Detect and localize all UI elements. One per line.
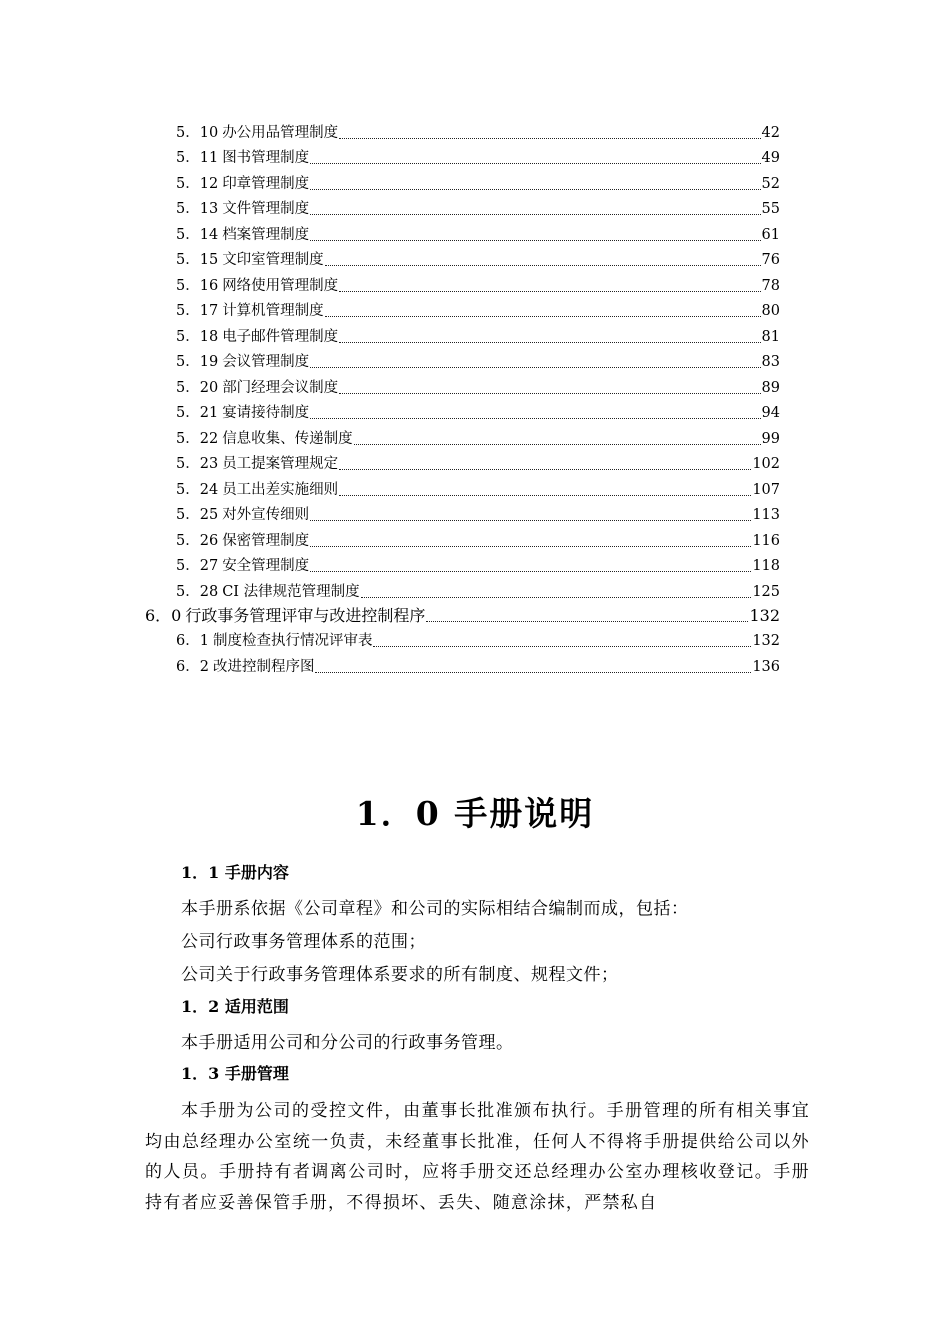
toc-entry[interactable] xyxy=(176,218,780,244)
toc-entry-title: 员工提案管理规定 xyxy=(222,456,339,472)
toc-dot-leader xyxy=(339,332,760,343)
toc-entry-page-number: 78 xyxy=(761,277,780,294)
toc-entry-title: 会议管理制度 xyxy=(222,354,310,370)
toc-dot-leader xyxy=(310,536,751,547)
toc-entry-title: 计算机管理制度 xyxy=(222,303,324,319)
toc-entry-title: 档案管理制度 xyxy=(222,226,310,243)
toc-entry-title: 电子邮件管理制度 xyxy=(222,328,339,345)
toc-dot-leader xyxy=(339,281,760,292)
toc-entry-title: 宴请接待制度 xyxy=(222,405,310,421)
toc-dot-leader xyxy=(339,485,751,496)
toc-dot-leader xyxy=(361,587,752,598)
table-of-contents xyxy=(0,116,950,676)
toc-entry-page-number: 99 xyxy=(761,430,780,447)
toc-entry-title: 文件管理制度 xyxy=(222,201,310,217)
toc-entry[interactable] xyxy=(176,650,780,676)
toc-dot-leader xyxy=(354,434,761,445)
toc-entry-number: 5．10 xyxy=(176,124,219,141)
toc-entry-page-number: 125 xyxy=(752,583,780,600)
toc-entry[interactable] xyxy=(176,575,780,601)
toc-entry-title: 对外宣传细则 xyxy=(222,507,310,523)
toc-dot-leader xyxy=(325,255,761,266)
toc-entry-page-number: 61 xyxy=(761,226,780,243)
toc-entry[interactable] xyxy=(176,371,780,397)
toc-dot-leader xyxy=(310,408,760,419)
content-paragraph-documents: 公司关于行政事务管理体系要求的所有制度、规程文件； xyxy=(181,965,619,985)
toc-entry-title: 网络使用管理制度 xyxy=(222,277,339,294)
toc-entry-page-number: 81 xyxy=(761,328,780,345)
toc-entry-page-number: 113 xyxy=(752,507,780,523)
toc-entry-page-number: 132 xyxy=(752,633,780,649)
toc-entry-title: 行政事务管理评审与改进控制程序 xyxy=(185,605,426,625)
toc-dot-leader xyxy=(339,383,760,394)
toc-entry-title: 保密管理制度 xyxy=(222,532,310,549)
toc-entry-page-number: 89 xyxy=(761,379,780,396)
toc-entry-page-number: 83 xyxy=(761,354,780,370)
toc-entry[interactable] xyxy=(176,320,780,346)
section-heading-content: 1．1 手册内容 xyxy=(181,863,289,882)
toc-entry-page-number: 42 xyxy=(761,124,780,141)
toc-dot-leader xyxy=(315,662,751,673)
toc-dot-leader xyxy=(310,179,760,190)
toc-entry-number: 5．23 xyxy=(176,456,219,472)
toc-entry-number: 5．19 xyxy=(176,354,219,370)
toc-entry-title: 文印室管理制度 xyxy=(222,252,324,268)
toc-entry-page-number: 55 xyxy=(761,201,780,217)
toc-entry[interactable] xyxy=(176,142,780,168)
toc-entry-number: 5．25 xyxy=(176,507,219,523)
toc-entry-number: 5．12 xyxy=(176,175,219,192)
toc-entry-number: 5．15 xyxy=(176,252,219,268)
toc-entry-page-number: 118 xyxy=(752,558,780,574)
toc-entry-number: 5．24 xyxy=(176,481,219,498)
toc-entry-number: 5．20 xyxy=(176,379,219,396)
toc-entry[interactable] xyxy=(176,244,780,270)
toc-entry-title: 信息收集、传递制度 xyxy=(222,430,353,447)
toc-entry-title: 员工出差实施细则 xyxy=(222,481,339,498)
toc-dot-leader xyxy=(310,357,760,368)
toc-entry-number: 5．13 xyxy=(176,201,219,217)
toc-dot-leader xyxy=(339,459,751,470)
toc-entry-number: 5．18 xyxy=(176,328,219,345)
section-heading-applicability: 1．2 适用范围 xyxy=(181,997,289,1016)
toc-entry[interactable] xyxy=(176,524,780,550)
toc-entry-number: 5．26 xyxy=(176,532,219,549)
toc-entry-page-number: 76 xyxy=(761,252,780,268)
toc-entry[interactable] xyxy=(176,397,780,423)
toc-entry[interactable] xyxy=(176,550,780,576)
toc-entry-page-number: 107 xyxy=(752,481,780,498)
content-paragraph-intro: 本手册系依据《公司章程》和公司的实际相结合编制而成，包括： xyxy=(181,899,689,919)
toc-dot-leader xyxy=(310,561,751,572)
toc-entry[interactable] xyxy=(145,601,780,625)
toc-entry[interactable] xyxy=(176,193,780,219)
toc-entry-page-number: 132 xyxy=(749,605,780,625)
toc-entry-page-number: 116 xyxy=(752,532,780,549)
toc-entry-page-number: 136 xyxy=(752,658,780,675)
toc-entry[interactable] xyxy=(176,625,780,651)
toc-entry[interactable] xyxy=(176,448,780,474)
applicability-paragraph: 本手册适用公司和分公司的行政事务管理。 xyxy=(181,1033,514,1053)
toc-dot-leader xyxy=(325,306,761,317)
toc-dot-leader xyxy=(339,128,760,139)
toc-entry-number: 5．22 xyxy=(176,430,219,447)
content-paragraph-scope: 公司行政事务管理体系的范围； xyxy=(181,932,426,952)
toc-entry-number: 6．1 xyxy=(176,633,209,649)
toc-entry[interactable] xyxy=(176,269,780,295)
toc-dot-leader xyxy=(310,153,760,164)
toc-entry-number: 5．17 xyxy=(176,303,219,319)
toc-entry-title: 安全管理制度 xyxy=(222,558,310,574)
toc-entry-number: 5．28 xyxy=(176,583,219,600)
toc-entry-number: 6．2 xyxy=(176,658,209,675)
toc-entry-page-number: 102 xyxy=(752,456,780,472)
toc-entry-title: 部门经理会议制度 xyxy=(222,379,339,396)
toc-entry[interactable] xyxy=(176,116,780,142)
chapter-title: 1．0 手册说明 xyxy=(355,794,595,833)
toc-dot-leader xyxy=(426,611,748,622)
toc-entry[interactable] xyxy=(176,167,780,193)
toc-entry-title: 制度检查执行情况评审表 xyxy=(212,633,373,649)
toc-entry-number: 5．14 xyxy=(176,226,219,243)
toc-dot-leader xyxy=(310,230,760,241)
toc-entry-number: 5．27 xyxy=(176,558,219,574)
management-paragraph: 本手册为公司的受控文件，由董事长批准颁布执行。手册管理的所有相关事宜均由总经理办公室统一负责，未经董事长批准，任何人不得将手册提供给公司以外的人员。手册持有者调离公司时，应将手册交还总经理办公室办理核收登记。手册持有者应妥善保管手册，不得损坏、丢失、随意涂抹，严禁私自 xyxy=(145,1101,810,1213)
toc-entry[interactable] xyxy=(176,346,780,372)
toc-entry-page-number: 52 xyxy=(761,175,780,192)
toc-entry-number: 5．16 xyxy=(176,277,219,294)
toc-entry-number: 6．0 xyxy=(145,605,182,625)
toc-dot-leader xyxy=(373,636,751,647)
toc-entry[interactable] xyxy=(176,499,780,525)
toc-entry[interactable] xyxy=(176,473,780,499)
section-heading-management: 1．3 手册管理 xyxy=(181,1064,289,1083)
toc-dot-leader xyxy=(310,510,751,521)
toc-entry-title: 办公用品管理制度 xyxy=(222,124,339,141)
toc-dot-leader xyxy=(310,204,760,215)
toc-entry-title: 改进控制程序图 xyxy=(212,658,315,675)
toc-entry-page-number: 80 xyxy=(761,303,780,319)
toc-entry-number: 5．11 xyxy=(176,150,219,166)
toc-entry-title: 图书管理制度 xyxy=(222,150,310,166)
toc-entry-title: CI 法律规范管理制度 xyxy=(222,583,360,600)
toc-entry[interactable] xyxy=(176,295,780,321)
toc-entry-number: 5．21 xyxy=(176,405,219,421)
toc-entry-title: 印章管理制度 xyxy=(222,175,310,192)
toc-entry-page-number: 94 xyxy=(761,405,780,421)
toc-entry-page-number: 49 xyxy=(761,150,780,166)
toc-entry[interactable] xyxy=(176,422,780,448)
